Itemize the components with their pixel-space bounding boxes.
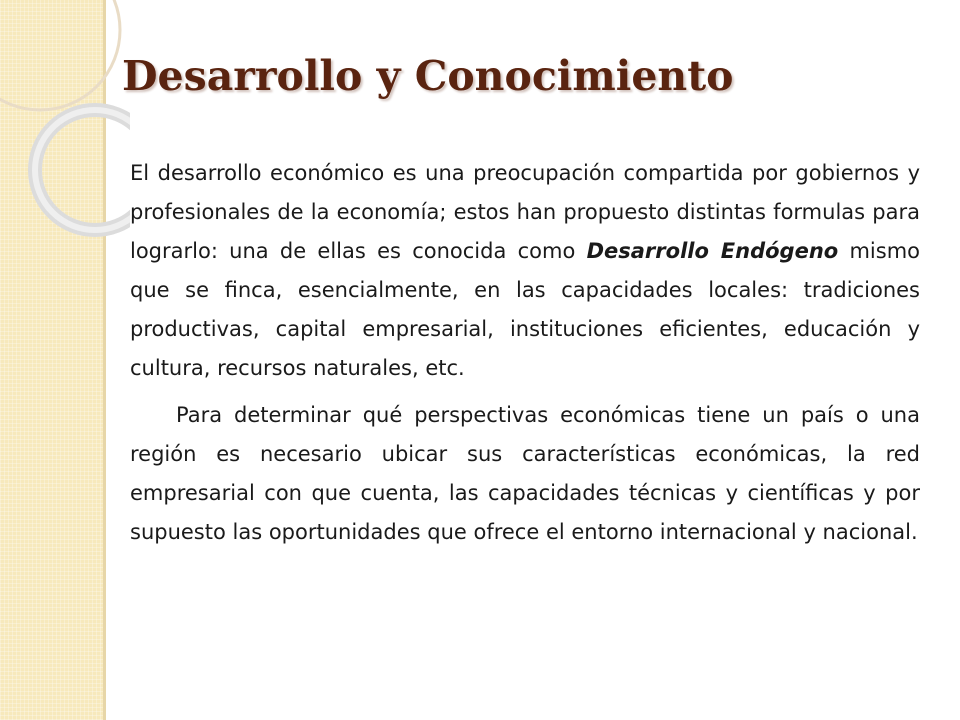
paragraph-1-text-start: El desarrollo económico es una preocupación compartida por gobiernos y profesionales de la economía; estos han propuesto distintas formulas para lograrlo: una de ellas es conocida como xyxy=(130,161,920,263)
slide-content xyxy=(130,154,920,552)
decorative-sidebar xyxy=(0,0,106,720)
paragraph-1 xyxy=(130,154,920,388)
paragraph-1-emphasis: Desarrollo Endógeno xyxy=(586,239,839,263)
paragraph-2: Para determinar qué perspectivas económicas tiene un país o una región es necesario ubicar sus características económicas, la red empresarial con que cuenta, las capacidades técnicas y científicas y por supuesto las oportunidades que ofrece el entorno internacional y nacional. xyxy=(130,403,920,544)
paragraph-1-text-end: mismo que se finca, esencialmente, en las capacidades locales: tradiciones productivas, capital empresarial, instituciones eficientes, educación y cultura, recursos naturales, etc. xyxy=(130,239,921,380)
slide-title: Desarrollo y Conocimiento xyxy=(122,52,734,100)
